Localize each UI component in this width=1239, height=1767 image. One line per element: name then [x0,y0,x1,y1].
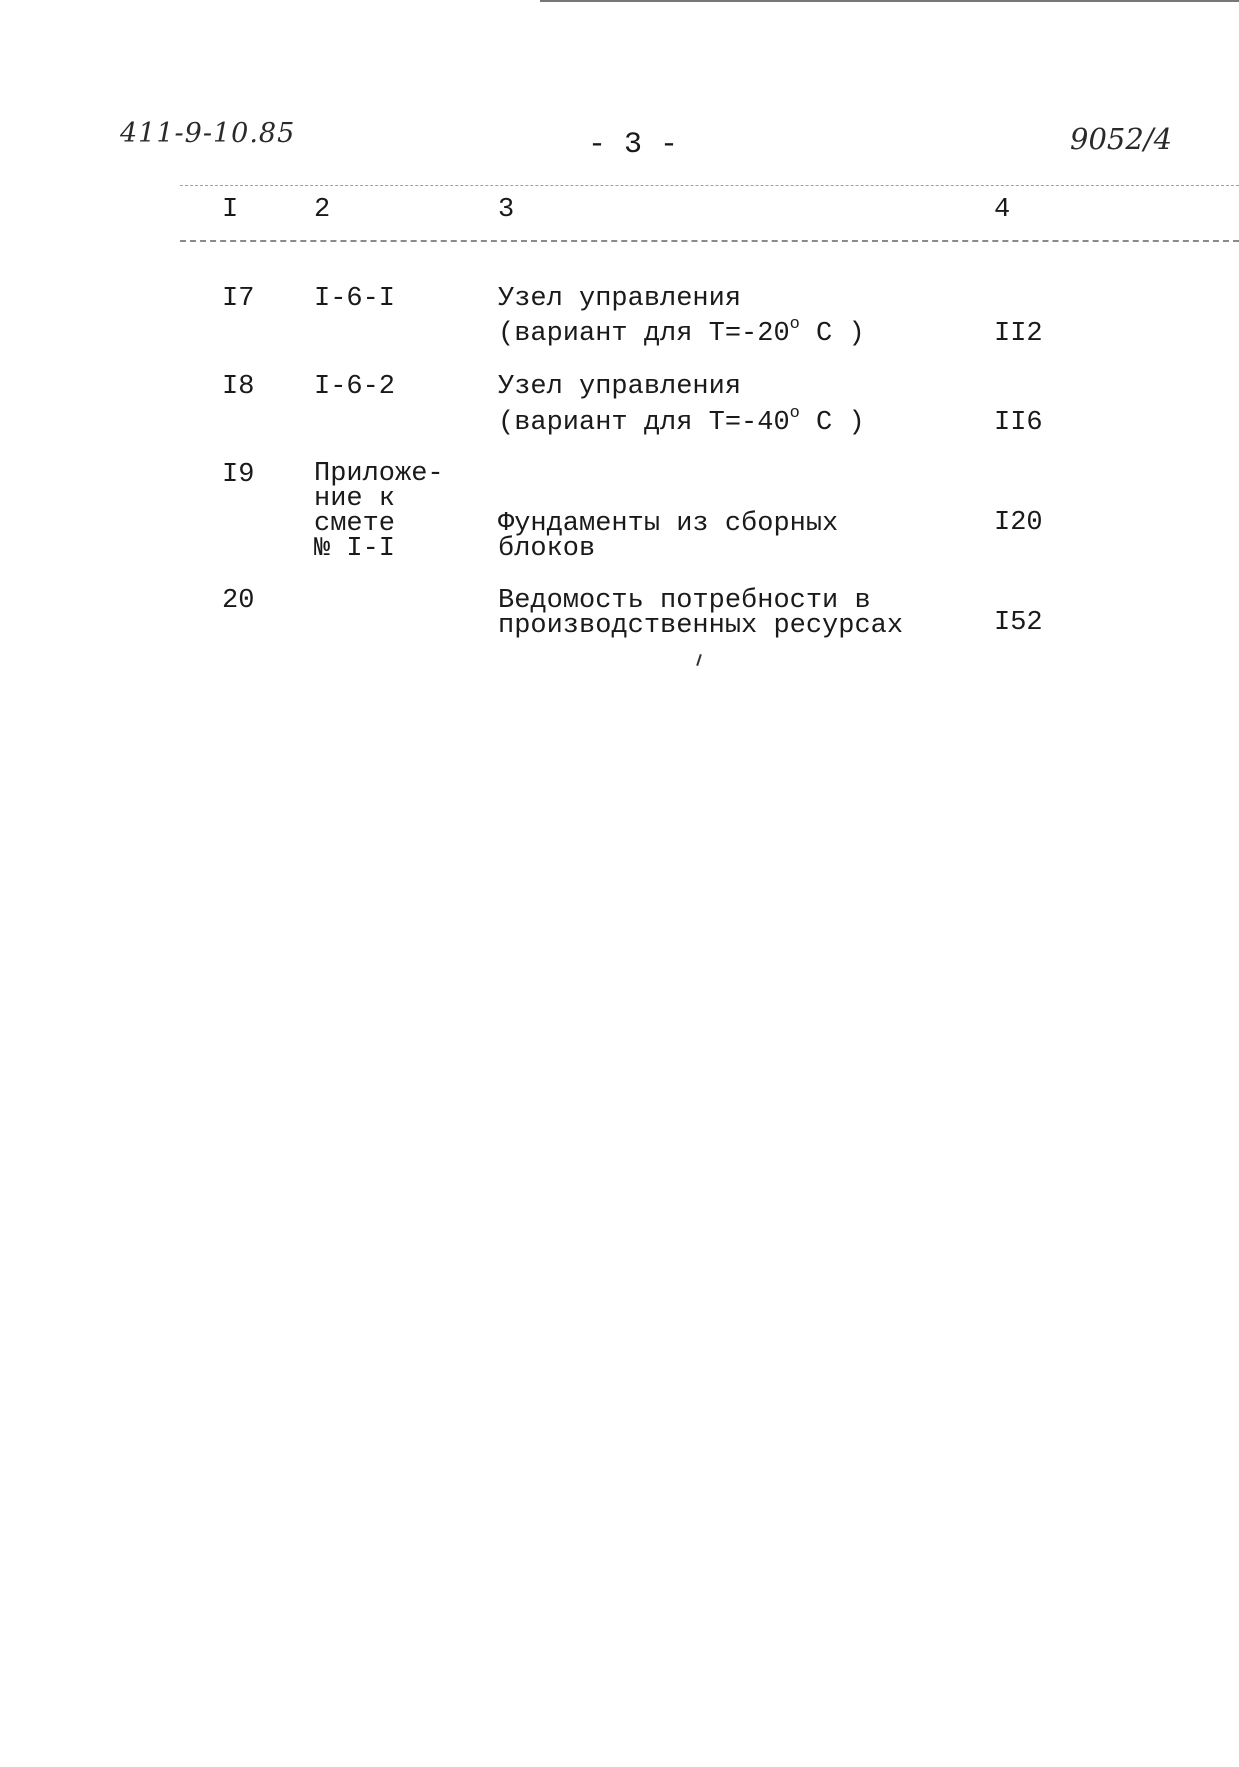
row-title-line: (вариант для $Т=-40^о$ С ) [498,404,865,438]
row-title-line: производственных ресурсах [498,611,904,641]
row-code: I-6-I [314,284,396,314]
row-title-line: Узел управления [498,284,742,314]
column-header-2: 2 [314,195,331,225]
row-number: I9 [222,460,255,490]
row-page: I20 [994,508,1043,538]
row-title-line: Узел управления [498,372,742,402]
row-code-line: ние к [314,484,396,514]
column-header-3: 3 [498,195,515,225]
document-code: 411-9-10.85 [120,118,296,149]
row-title-line: Ведомость потребности в [498,586,871,616]
row-number: I7 [222,284,255,314]
row-title-line: (вариант для $Т=-20^о$ С ) [498,315,865,349]
row-page: I52 [994,608,1043,638]
row-number: I8 [222,372,255,402]
row-number: 20 [222,586,255,616]
column-header-4: 4 [994,195,1011,225]
row-title-line: блоков [498,534,596,564]
table-header-rule [180,240,1239,242]
row-page: II6 [994,408,1043,438]
table-top-rule [180,185,1239,186]
row-code-line: Приложе- [314,459,444,489]
row-page: II2 [994,319,1043,349]
top-edge-rule [540,0,1239,2]
sheet-number: 9052/4 [1070,122,1173,156]
row-code-line: № I-I [314,534,396,564]
row-title-line: Фундаменты из сборных [498,509,839,539]
column-header-1: I [222,195,239,225]
row-code-line: смете [314,509,396,539]
row-code: I-6-2 [314,372,396,402]
pen-mark [696,654,702,666]
page-number: - 3 - [588,128,679,162]
